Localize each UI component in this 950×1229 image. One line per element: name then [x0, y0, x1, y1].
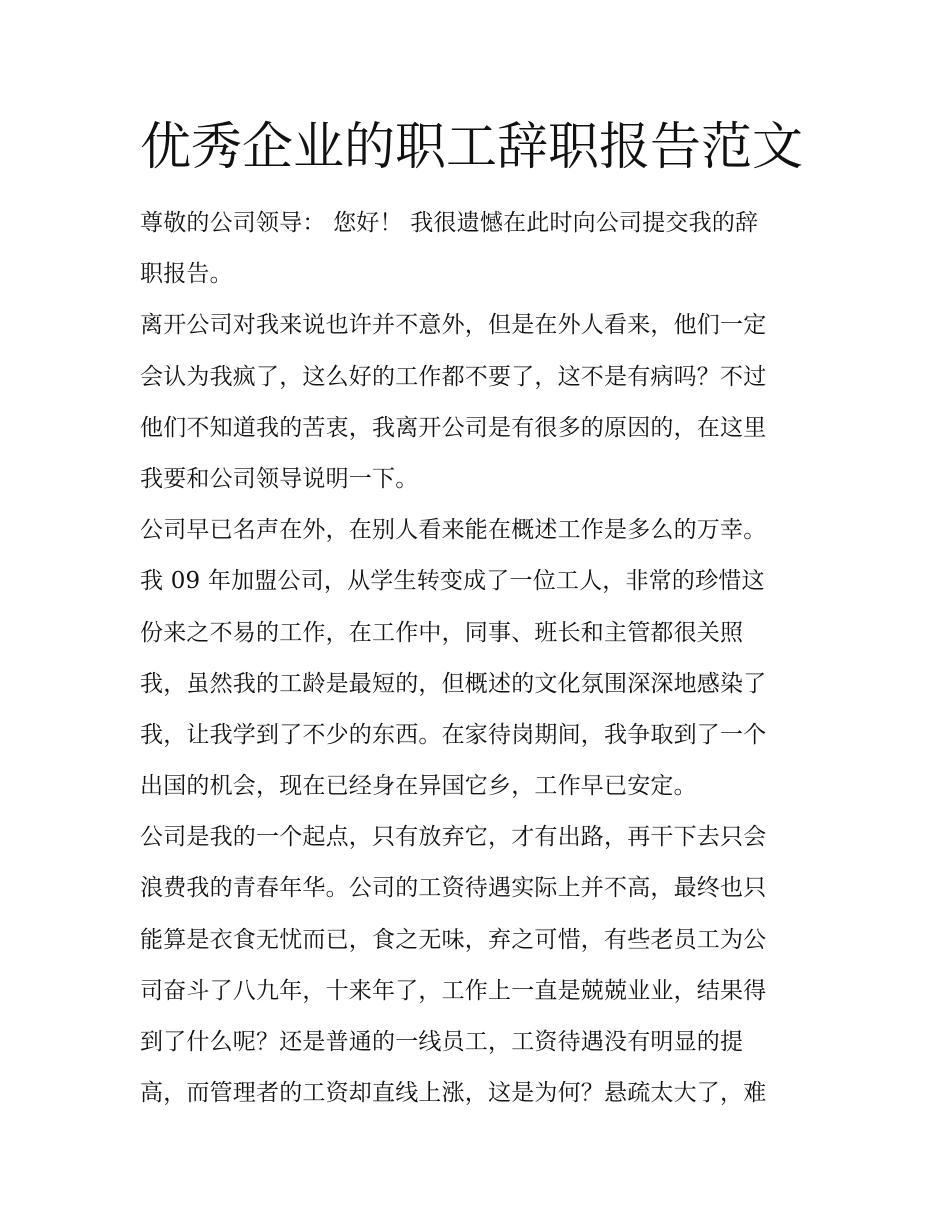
- text-line: 尊敬的公司领导： 您好！ 我很遗憾在此时向公司提交我的辞: [140, 210, 759, 236]
- text-line: 浪费我的青春年华。公司的工资待遇实际上并不高，最终也只: [140, 875, 767, 902]
- text-line: 职报告。: [140, 261, 233, 288]
- text-line: 我 09 年加盟公司，从学生转变成了一位工人，非常的珍惜这: [140, 568, 765, 595]
- document-title: 优秀企业的职工辞职报告范文: [140, 118, 804, 177]
- text-line: 司奋斗了八九年，十来年了，工作上一直是兢兢业业，结果得: [140, 977, 767, 1004]
- text-line: 我，虽然我的工龄是最短的，但概述的文化氛围深深地感染了: [140, 670, 767, 697]
- text-line: 份来之不易的工作，在工作中，同事、班长和主管都很关照: [140, 619, 744, 646]
- text-line: 会认为我疯了，这么好的工作都不要了，这不是有病吗？不过: [140, 363, 767, 390]
- text-line: 公司是我的一个起点，只有放弃它，才有出路，再干下去只会: [140, 824, 767, 851]
- text-line: 我，让我学到了不少的东西。在家待岗期间，我争取到了一个: [140, 721, 767, 748]
- text-line: 他们不知道我的苦衷，我离开公司是有很多的原因的，在这里: [140, 414, 767, 441]
- document-body: [140, 198, 820, 1119]
- text-line: 到了什么呢？还是普通的一线员工，工资待遇没有明显的提: [140, 1029, 744, 1055]
- text-line: 公司早已名声在外，在别人看来能在概述工作是多么的万幸。: [140, 517, 767, 544]
- text-line: 出国的机会，现在已经身在异国它乡，工作早已安定。: [140, 773, 697, 800]
- text-line: 离开公司对我来说也许并不意外，但是在外人看来，他们一定: [140, 312, 767, 339]
- text-line: 我要和公司领导说明一下。: [140, 465, 419, 492]
- text-line: 能算是衣食无忧而已，食之无味，弃之可惜，有些老员工为公: [140, 926, 767, 953]
- text-line: 高，而管理者的工资却直线上涨，这是为何？悬疏太大了，难: [140, 1080, 767, 1107]
